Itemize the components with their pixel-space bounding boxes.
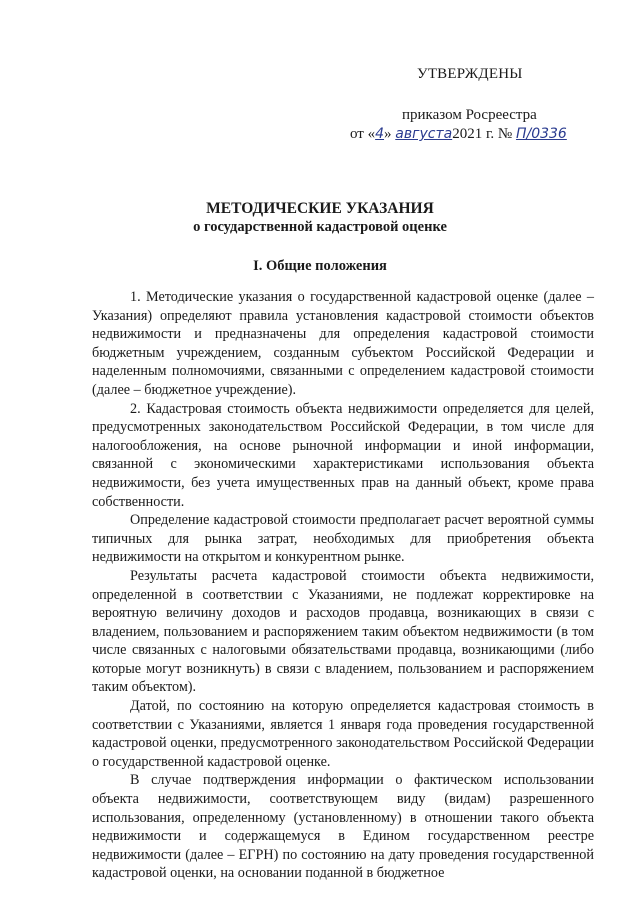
date-mid: » [384, 126, 392, 142]
document-subtitle: о государственной кадастровой оценке [193, 219, 447, 235]
approval-stamp-text: УТВЕРЖДЕНЫ [417, 66, 523, 82]
order-reference: приказом Росреестра [402, 107, 537, 123]
paragraph: Результаты расчета кадастровой стоимости объекта недвижимости, определенной в соответствии с Указаниями, не подлежат корректировке на вероятную величину доходов и расходов продавца, возникающих в связи с владением, пользованием и распоряжением таким объектом недвижимости (в том числе связанных с налоговыми обязательствами продавца, возникающими (либо которые могут возникнуть) в связи с владением, пользованием и распоряжением таким объектом). [92, 567, 594, 696]
paragraph: В случае подтверждения информации о фактическом использовании объекта недвижимости, соответствующем виду (видам) разрешенного использования, определенному (установленному) в отношении такого объекта недвижимости и содержащемуся в Едином государственном реестре недвижимости (далее – ЕГРН) по состоянию на дату проведения государственной кадастровой оценки, на основании поданной в бюджетное [92, 772, 594, 882]
handwritten-month: августа [395, 126, 453, 142]
date-year: 2021 г. № [452, 126, 513, 142]
paragraph: Датой, по состоянию на которую определяется кадастровая стоимость в соответствии с Указаниями, является 1 января года проведения государственной кадастровой оценки, предусмотренного законодательством Российской Федерации о государственной кадастровой оценке. [92, 698, 594, 770]
document-body [92, 288, 594, 883]
handwritten-day: 4 [375, 126, 385, 142]
order-date-line [350, 126, 567, 143]
handwritten-order-number: П/0336 [515, 126, 567, 142]
document-title: МЕТОДИЧЕСКИЕ УКАЗАНИЯ [206, 200, 434, 217]
date-prefix: от « [350, 126, 376, 142]
section-heading: I. Общие положения [253, 258, 387, 274]
paragraph: 1. Методические указания о государственной кадастровой оценке (далее – Указания) определяют правила установления кадастровой стоимости объектов недвижимости и предназначены для определения кадастровой стоимости бюджетным учреждением, созданным субъектом Российской Федерации и наделенным полномочиями, связанными с определением кадастровой стоимости (далее – бюджетное учреждение). [92, 289, 594, 398]
paragraph: 2. Кадастровая стоимость объекта недвижимости определяется для целей, предусмотренных законодательством Российской Федерации, в том числе для налогообложения, на основе рыночной информации и иной информации, связанной с экономическими характеристиками использования объекта недвижимости, без учета имущественных прав на данный объект, кроме права собственности. [92, 400, 594, 510]
paragraph: Определение кадастровой стоимости предполагает расчет вероятной суммы типичных для рынка затрат, необходимых для приобретения объекта недвижимости на открытом и конкурентном рынке. [92, 512, 594, 566]
